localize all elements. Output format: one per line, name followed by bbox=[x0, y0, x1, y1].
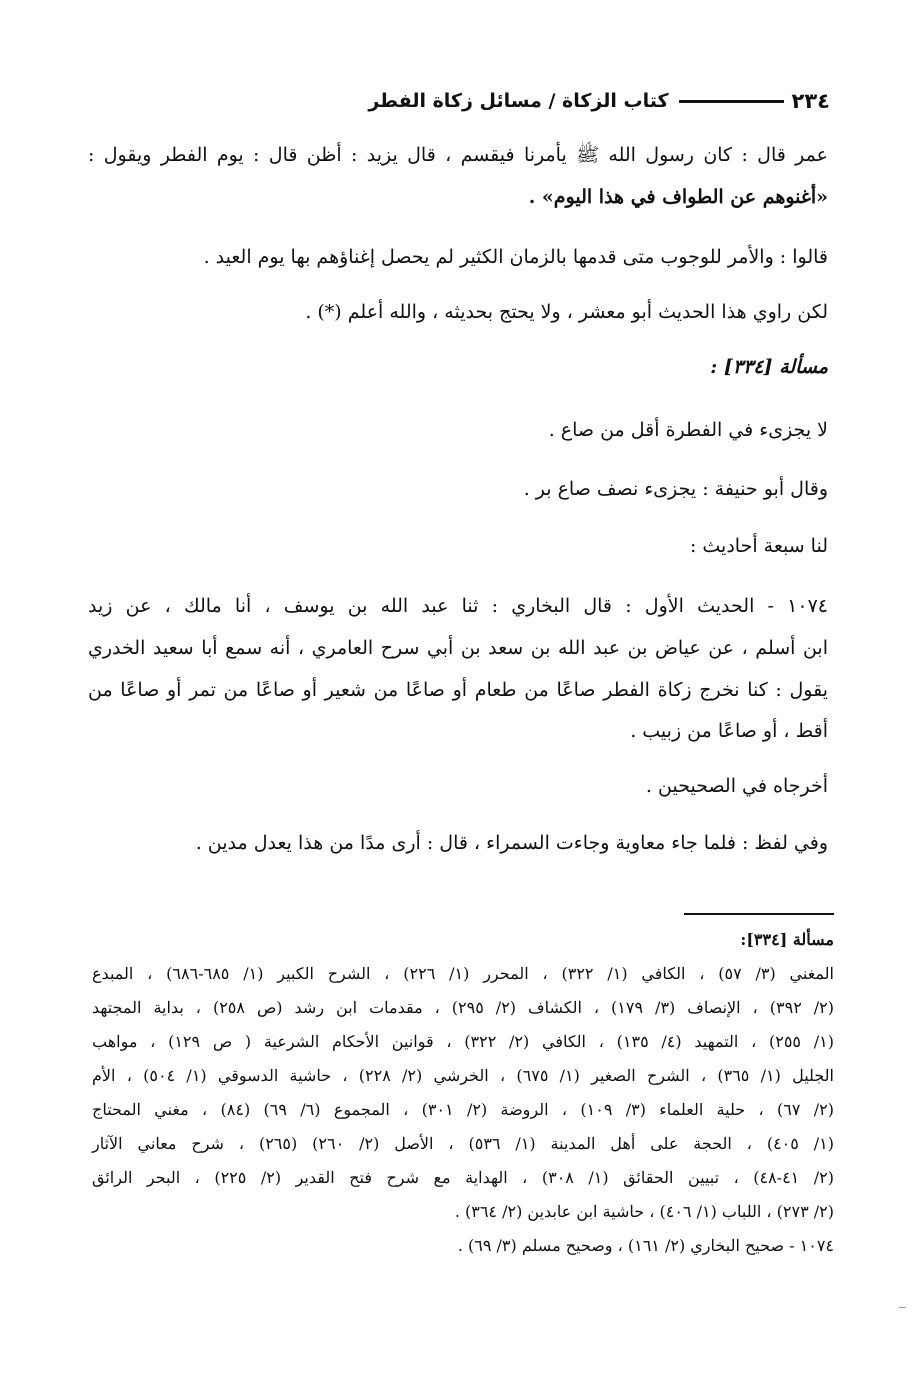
footnote-line: (١/ ٢٥٥) ، التمهيد (٤/ ١٣٥) ، الكافي (٢/ ٣٢٢) ، قوانين الأحكام الشرعية ( ص ١٢٩) ، مواهب bbox=[92, 1032, 834, 1051]
body-line: قالوا : والأمر للوجوب متى قدمها بالزمان الكثير لم يحصل إغناؤهم بها يوم العيد . bbox=[203, 246, 828, 268]
body-line: لا يجزىء في الفطرة أقل من صاع . bbox=[548, 419, 828, 441]
body-line: لنا سبعة أحاديث : bbox=[689, 535, 828, 557]
hadith-line: ابن أسلم ، عن عياض بن عبد الله بن سعد بن أبي سرح العامري ، أنه سمع أبا سعيد الخدري bbox=[88, 637, 829, 659]
body-line: لكن راوي هذا الحديث أبو معشر ، ولا يحتج بحديثه ، والله أعلم (*) . bbox=[305, 301, 828, 323]
body-line: وقال أبو حنيفة : يجزىء نصف صاع بر . bbox=[523, 478, 828, 500]
footnote-line: (٢/ ٤١-٤٨) ، تبيين الحقائق (١/ ٣٠٨) ، الهداية مع شرح فتح القدير (٢/ ٢٢٥) ، البحر الرائق bbox=[92, 1168, 834, 1187]
body-line: وفي لفظ : فلما جاء معاوية وجاءت السمراء ، قال : أرى مدًا من هذا يعدل مدين . bbox=[195, 832, 828, 854]
footnote-heading: مسألة [٣٣٤]: bbox=[740, 930, 834, 949]
page-mark bbox=[899, 1307, 906, 1308]
footnote-line: (٢/ ٦٧) ، حلية العلماء (٣/ ١٠٩) ، الروضة (٢/ ٣٠١) ، المجموع (٦/ ٦٩) (٨٤) ، مغني المحتاج bbox=[92, 1100, 834, 1119]
body-line: عمر قال : كان رسول الله ﷺ يأمرنا فيقسم ، قال يزيد : أظن قال : يوم الفطر ويقول : bbox=[88, 144, 828, 166]
footnote-line: الجليل (١/ ٣٦٥) ، الشرح الصغير (١/ ٦٧٥) ، الخرشي (٢/ ٢٢٨) ، حاشية الدسوقي (١/ ٥٠٤) ، الأم bbox=[92, 1066, 835, 1085]
footnote-divider bbox=[684, 913, 834, 915]
page-header bbox=[92, 86, 830, 116]
hadith-line: أقط ، أو صاعًا من زبيب . bbox=[630, 720, 828, 742]
header-rule bbox=[679, 100, 784, 103]
footnote-line: (١/ ٤٠٥) ، الحجة على أهل المدينة (١/ ٥٣٦) ، الأصل (٢/ ٢٦٠) (٢٦٥) ، شرح معاني الآثار bbox=[92, 1134, 835, 1153]
question-heading: مسألة [٣٣٤] : bbox=[710, 356, 828, 378]
running-title: كتاب الزكاة / مسائل زكاة الفطر bbox=[368, 90, 669, 112]
body-line: أخرجاه في الصحيحين . bbox=[645, 775, 828, 797]
page-number: ٢٣٤ bbox=[791, 89, 830, 113]
footnote-line: ١٠٧٤ - صحيح البخاري (٢/ ١٦١) ، وصحيح مسلم (٣/ ٦٩) . bbox=[457, 1236, 834, 1255]
footnote-line: (٢/ ٣٩٢) ، الإنصاف (٣/ ١٧٩) ، الكشاف (٢/ ٢٩٥) ، مقدمات ابن رشد (ص ٢٥٨) ، بداية المجتهد bbox=[92, 998, 835, 1017]
footnote-line: المغني (٣/ ٥٧) ، الكافي (١/ ٣٢٢) ، المحرر (١/ ٢٢٦) ، الشرح الكبير (١/ ٦٨٥-٦٨٦) ، المبدع bbox=[92, 964, 835, 983]
hadith-line: ١٠٧٤ - الحديث الأول : قال البخاري : ثنا عبد الله بن يوسف ، أنا مالك ، عن زيد bbox=[88, 595, 828, 617]
hadith-line: يقول : كنا نخرج زكاة الفطر صاعًا من طعام أو صاعًا من شعير أو صاعًا من تمر أو صاعًا من bbox=[88, 679, 828, 701]
footnote-line: (٢/ ٢٧٣) ، اللباب (١/ ٤٠٦) ، حاشية ابن عابدين (٢/ ٣٦٤) . bbox=[454, 1202, 834, 1221]
body-line: «أغنوهم عن الطواف في هذا اليوم» . bbox=[528, 186, 828, 208]
